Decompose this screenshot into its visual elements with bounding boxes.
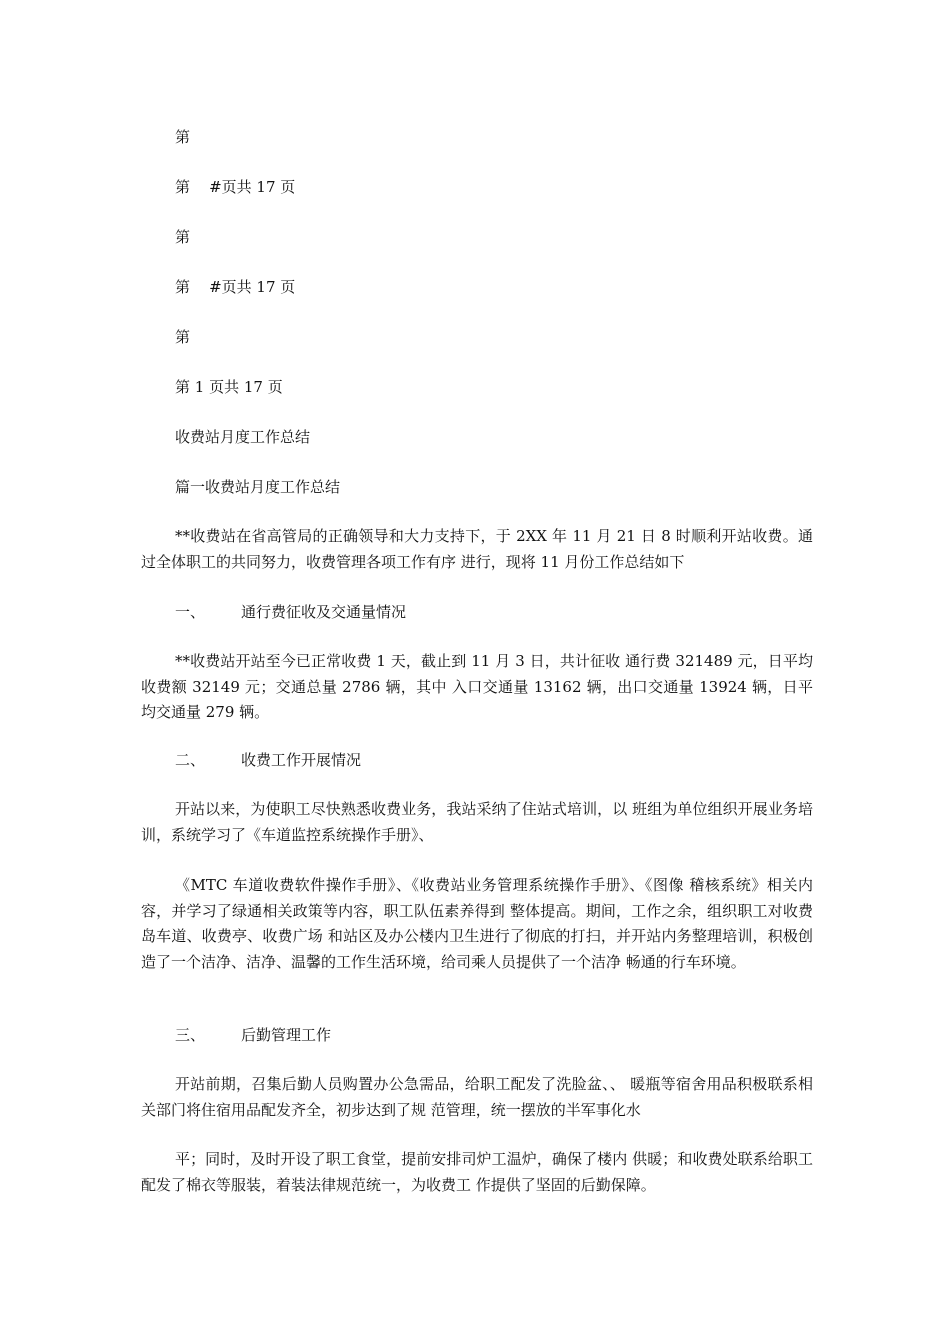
- page-footer-fragment: 第 #页共 17 页: [175, 278, 296, 296]
- section-heading-2: [175, 748, 361, 772]
- section-heading-1: [175, 600, 406, 624]
- section-number: 二、: [175, 751, 206, 769]
- section-number: 三、: [175, 1026, 206, 1044]
- section-title: 通行费征收及交通量情况: [241, 603, 407, 621]
- section-2-paragraph-2: 《MTC 车道收费软件操作手册》、《收费站业务管理系统操作手册》、《图像 稽核系统》相关内容，并学习了绿通相关政策等内容，职工队伍素养得到 整体提高。期间，工作之余，组织职工对收费岛车道、收费亭、收费广场 和站区及办公楼内卫生进行了彻底的打扫，并开站内务整理培训，积极创 造了一个洁净、洁净、温馨的工作生活环境，给司乘人员提供了一个洁净 畅通的行车环境。: [141, 876, 813, 971]
- section-1-paragraph: **收费站开站至今已正常收费 1 天，截止到 11 月 3 日，共计征收 通行费 321489 元，日平均收费额 32149 元；交通总量 2786 辆，其中 入口交通量 13162 辆，出口交通量 13924 辆，日平均交通量 279 辆。: [141, 652, 813, 721]
- section-number: 一、: [175, 603, 206, 621]
- page-footer-fragment: 第: [175, 228, 191, 246]
- page-footer-fragment: 第 #页共 17 页: [175, 178, 296, 196]
- document-subtitle: 篇一收费站月度工作总结: [175, 478, 341, 496]
- page-footer-fragment: 第: [175, 128, 191, 146]
- section-title: 后勤管理工作: [241, 1026, 332, 1044]
- page-footer-fragment: 第: [175, 328, 191, 346]
- page-number-line: 第 1 页共 17 页: [175, 378, 283, 396]
- document-title: 收费站月度工作总结: [175, 428, 311, 446]
- section-3-paragraph-2: 平；同时，及时开设了职工食堂，提前安排司炉工温炉，确保了楼内 供暖；和收费处联系给职工配发了棉衣等服装，着装法律规范统一，为收费工 作提供了坚固的后勤保障。: [141, 1150, 813, 1194]
- section-3-paragraph-1: 开站前期，召集后勤人员购置办公急需品，给职工配发了洗脸盆、、 暖瓶等宿舍用品积极联系相关部门将住宿用品配发齐全，初步达到了规 范管理，统一摆放的半军事化水: [141, 1075, 813, 1119]
- section-title: 收费工作开展情况: [241, 751, 362, 769]
- section-heading-3: [175, 1023, 331, 1047]
- section-2-paragraph-1: 开站以来，为使职工尽快熟悉收费业务，我站采纳了住站式培训，以 班组为单位组织开展业务培训，系统学习了《车道监控系统操作手册》、: [141, 800, 813, 844]
- intro-paragraph: **收费站在省高管局的正确领导和大力支持下，于 2XX 年 11 月 21 日 8 时顺利开站收费。通过全体职工的共同努力，收费管理各项工作有序 进行，现将 11 月份工作总结如下: [141, 527, 813, 571]
